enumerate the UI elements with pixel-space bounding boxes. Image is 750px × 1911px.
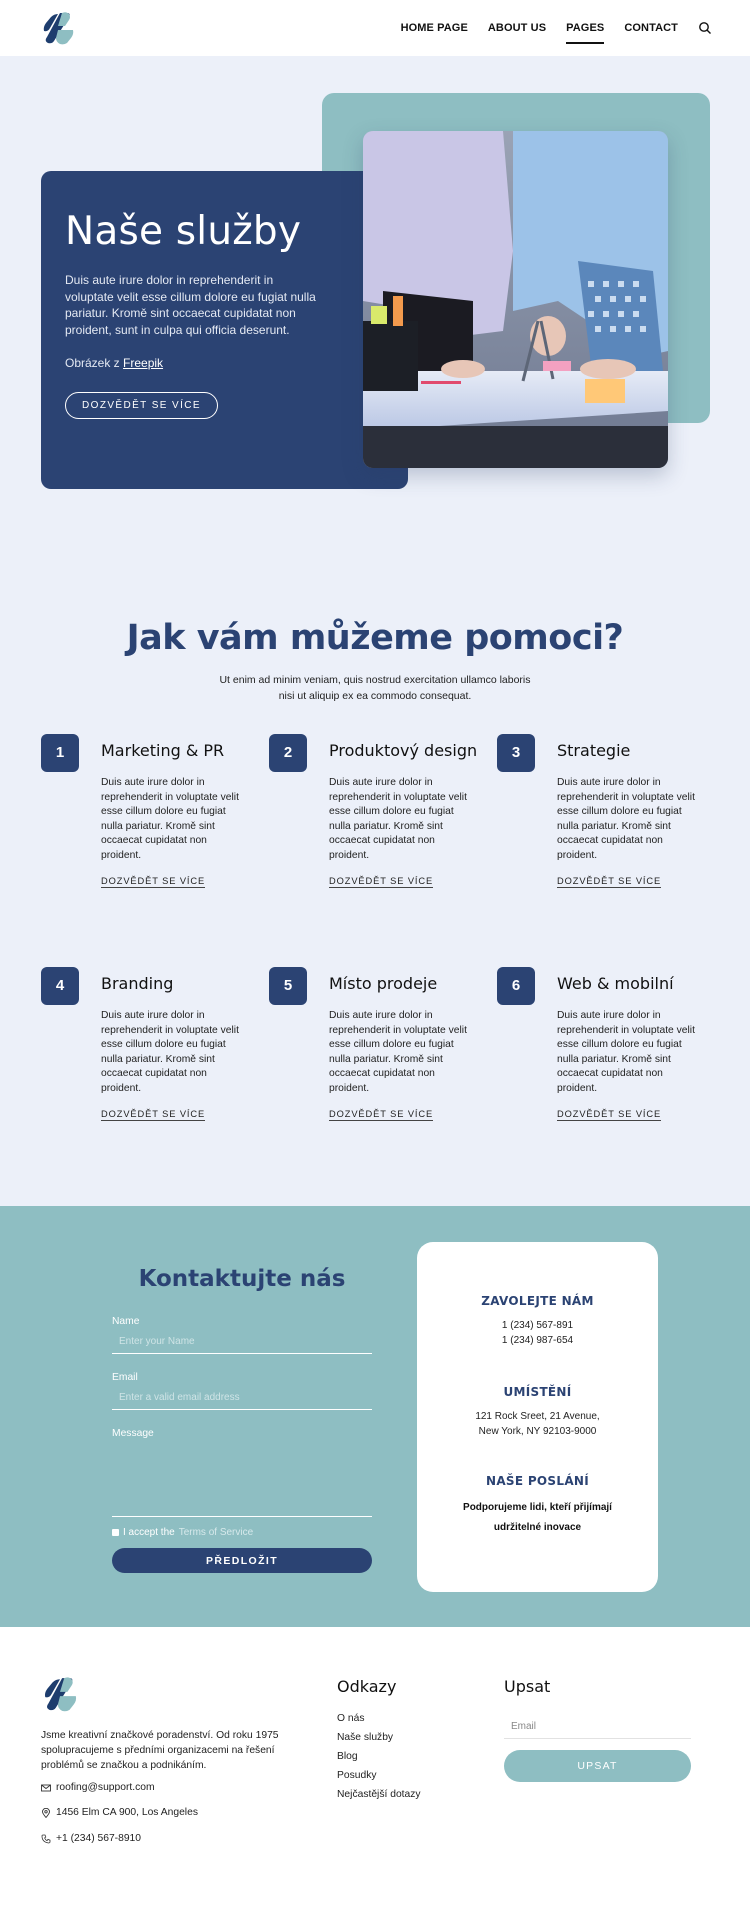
service-number-badge: 6 [497, 967, 535, 1005]
nav-about-us[interactable]: ABOUT US [487, 22, 547, 34]
name-field[interactable] [112, 1329, 372, 1354]
service-learn-more-link[interactable]: DOZVĚDĚT SE VÍCE [329, 876, 434, 886]
phone-number: 1 (234) 567-891 [501, 1320, 574, 1331]
service-number-badge: 3 [497, 734, 535, 772]
call-us-heading: ZAVOLEJTE NÁM [481, 1294, 594, 1308]
service-card [269, 734, 489, 904]
subscribe-button[interactable]: UPSAT [504, 1750, 691, 1782]
nav-contact[interactable]: CONTACT [624, 22, 678, 34]
contact-section [0, 1206, 750, 1627]
contact-info-card [417, 1242, 658, 1592]
service-learn-more-link[interactable]: DOZVĚDĚT SE VÍCE [101, 876, 206, 886]
terms-checkbox[interactable] [112, 1529, 119, 1536]
service-description: Duis aute irure dolor in reprehenderit in voluptate velit esse cillum dolore eu fugiat nulla pariatur. Kromě sint occaecat cupidatat non proident. [329, 777, 467, 861]
service-title: Produktový design [329, 741, 478, 760]
footer-address-text: 1456 Elm CA 900, Los Angeles [56, 1807, 198, 1818]
image-credit-prefix: Obrázek z [65, 356, 124, 370]
contact-form [112, 1311, 372, 1573]
services-subtitle-line: nisi ut aliquip ex ea commodo consequat. [278, 690, 472, 702]
footer-link-services[interactable]: Naše služby [337, 1732, 394, 1743]
service-learn-more-link[interactable]: DOZVĚDĚT SE VÍCE [557, 876, 662, 886]
service-learn-more-link[interactable]: DOZVĚDĚT SE VÍCE [101, 1109, 206, 1119]
address-line: New York, NY 92103-9000 [478, 1426, 597, 1437]
terms-checkbox-row [112, 1527, 372, 1538]
service-card [269, 967, 489, 1137]
phone-icon [41, 1834, 51, 1844]
message-field[interactable] [112, 1447, 372, 1517]
service-title: Místo prodeje [329, 974, 438, 993]
site-footer [0, 1627, 750, 1911]
footer-about-text: Jsme kreativní značkové poradenství. Od roku 1975 spolupracujeme s předními organizacemi na řešení problémů se značkou a podnikáním. [41, 1730, 279, 1771]
service-number-badge: 4 [41, 967, 79, 1005]
hero-image [363, 131, 668, 468]
footer-logo-icon[interactable] [41, 1675, 79, 1713]
service-title: Branding [101, 974, 174, 993]
footer-link-about[interactable]: O nás [337, 1713, 365, 1724]
services-subtitle [0, 672, 750, 704]
image-credit [65, 356, 384, 370]
accept-label: I accept the [123, 1527, 175, 1538]
name-label: Name [112, 1316, 140, 1327]
search-icon[interactable] [698, 21, 712, 35]
footer-email-text[interactable]: roofing@support.com [56, 1782, 155, 1793]
service-number-badge: 1 [41, 734, 79, 772]
service-number-badge: 5 [269, 967, 307, 1005]
message-label: Message [112, 1428, 154, 1439]
page-title: Naše služby [65, 209, 302, 254]
location-block [417, 1385, 658, 1439]
terms-of-service-link[interactable]: Terms of Service [178, 1527, 254, 1538]
footer-phone-text[interactable]: +1 (234) 567-8910 [56, 1833, 142, 1844]
email-field[interactable] [112, 1385, 372, 1410]
hero-section [0, 56, 750, 526]
mission-heading: NAŠE POSLÁNÍ [485, 1474, 590, 1488]
service-title: Web & mobilní [557, 974, 674, 993]
services-section [0, 526, 750, 1206]
nav-pages[interactable]: PAGES [566, 18, 604, 38]
service-description: Duis aute irure dolor in reprehenderit in voluptate velit esse cillum dolore eu fugiat nulla pariatur. Kromě sint occaecat cupidatat non proident. [101, 1010, 239, 1094]
footer-phone [41, 1833, 141, 1844]
mission-text: Podporujeme lidi, kteří přijímají [463, 1502, 612, 1513]
hero-description: Duis aute irure dolor in reprehenderit in voluptate velit esse cillum dolore eu fugiat nulla pariatur. Kromě sint occaecat cupidatat non proident, sunt in culpa qui officia deserunt. [65, 273, 316, 337]
freepik-link[interactable]: Freepik [123, 356, 164, 370]
brand-logo-icon[interactable] [40, 10, 76, 46]
services-subtitle-line: Ut enim ad minim veniam, quis nostrud exercitation ullamco laboris [219, 674, 531, 686]
location-heading: UMÍSTĚNÍ [503, 1385, 572, 1399]
service-description: Duis aute irure dolor in reprehenderit in voluptate velit esse cillum dolore eu fugiat nulla pariatur. Kromě sint occaecat cupidatat non proident. [557, 777, 695, 861]
links-heading: Odkazy [337, 1677, 397, 1696]
services-title: Jak vám můžeme pomoci? [126, 618, 624, 658]
subscribe-email-input[interactable] [504, 1714, 691, 1739]
service-description: Duis aute irure dolor in reprehenderit in voluptate velit esse cillum dolore eu fugiat nulla pariatur. Kromě sint occaecat cupidatat non proident. [329, 1010, 467, 1094]
site-header [0, 0, 750, 56]
footer-address [41, 1807, 198, 1818]
service-card [41, 967, 261, 1137]
office-photo-illustration [363, 131, 668, 468]
service-card [497, 967, 717, 1137]
service-card [41, 734, 261, 904]
service-number-badge: 2 [269, 734, 307, 772]
contact-title: Kontaktujte nás [138, 1266, 346, 1292]
address-line: 121 Rock Sreet, 21 Avenue, [475, 1411, 600, 1422]
nav-home-page[interactable]: HOME PAGE [400, 22, 468, 34]
learn-more-button[interactable]: DOZVĚDĚT SE VÍCE [65, 392, 218, 419]
service-title: Marketing & PR [101, 741, 225, 760]
service-title: Strategie [557, 741, 631, 760]
footer-link-testimonials[interactable]: Posudky [337, 1770, 377, 1781]
mission-text: udržitelné inovace [493, 1522, 582, 1533]
footer-email [41, 1782, 155, 1793]
footer-link-blog[interactable]: Blog [337, 1751, 358, 1762]
footer-link-faq[interactable]: Nejčastější dotazy [337, 1789, 421, 1800]
hero-card [41, 171, 408, 489]
call-us-block [417, 1294, 658, 1348]
service-description: Duis aute irure dolor in reprehenderit in voluptate velit esse cillum dolore eu fugiat nulla pariatur. Kromě sint occaecat cupidatat non proident. [557, 1010, 695, 1094]
service-learn-more-link[interactable]: DOZVĚDĚT SE VÍCE [329, 1109, 434, 1119]
service-learn-more-link[interactable]: DOZVĚDĚT SE VÍCE [557, 1109, 662, 1119]
service-card [497, 734, 717, 904]
submit-button[interactable]: PŘEDLOŽIT [112, 1548, 372, 1573]
service-description: Duis aute irure dolor in reprehenderit in voluptate velit esse cillum dolore eu fugiat nulla pariatur. Kromě sint occaecat cupidatat non proident. [101, 777, 239, 861]
subscribe-heading: Upsat [504, 1677, 551, 1696]
location-pin-icon [41, 1808, 51, 1818]
phone-number: 1 (234) 987-654 [501, 1335, 574, 1346]
footer-links [337, 1709, 421, 1804]
email-label: Email [112, 1372, 138, 1383]
envelope-icon [41, 1783, 51, 1793]
main-nav [401, 0, 712, 56]
mission-block [417, 1474, 658, 1538]
